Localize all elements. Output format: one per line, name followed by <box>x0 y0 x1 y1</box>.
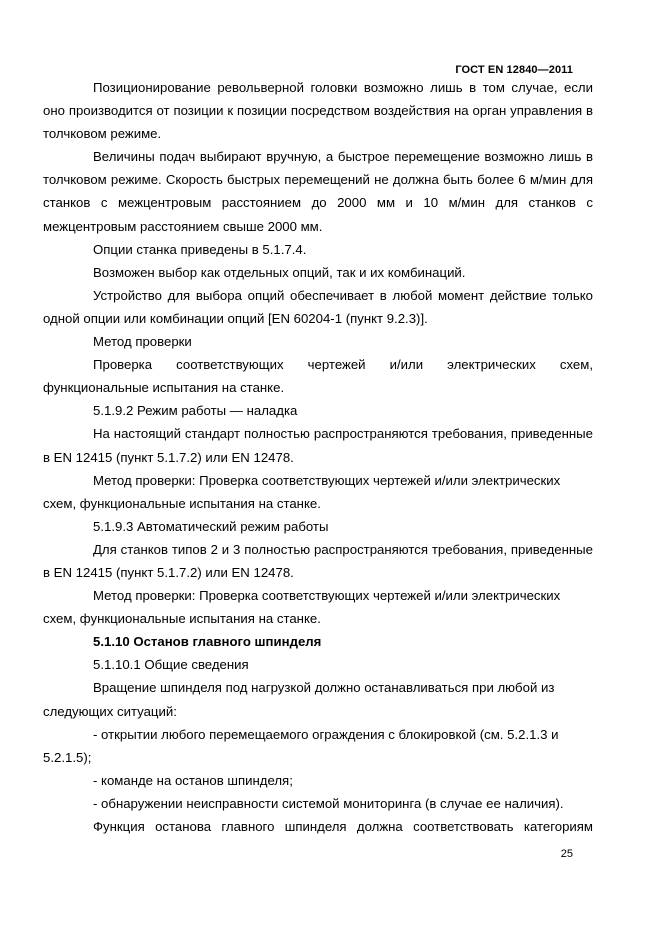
list-item-monitoring-fault: - обнаружении неисправности системой мониторинга (в случае ее наличия). <box>93 795 564 811</box>
subsection-automatic-mode: 5.1.9.3 Автоматический режим работы <box>93 518 329 534</box>
paragraph-spindle-rotation-line1: Вращение шпинделя под нагрузкой должно останавливаться при любой из <box>93 680 555 696</box>
paragraph-spindle-rotation-line2: следующих ситуаций: <box>43 703 177 719</box>
paragraph-feed-rates: Величины подач выбирают вручную, а быстрое перемещение возможно лишь в толчковом режиме. Скорость быстрых перемещений не должна быть более 6 м/мин для станков с межцентровым расстоянием до 2000 мм и 10 м/мин для станков с межцентровым расстоянием свыше 2000 мм. <box>43 149 593 234</box>
section-heading-spindle-stop: 5.1.10 Останов главного шпинделя <box>93 634 322 650</box>
paragraph-option-selection: Возможен выбор как отдельных опций, так и их комбинаций. <box>93 264 466 280</box>
paragraph-test-method-label: Метод проверки <box>93 334 192 350</box>
paragraph-turret-positioning: Позиционирование револьверной головки возможно лишь в том случае, если оно производится от позиции к позиции посредством воздействия на орган управления в толчковом режиме. <box>43 80 593 142</box>
paragraph-automatic-test-method-line2: схем, функциональные испытания на станке. <box>43 611 321 627</box>
document-body <box>43 76 593 838</box>
paragraph-test-method-text: Проверка соответствующих чертежей и/или электрических схем, функциональные испытания на станке. <box>43 357 593 396</box>
document-code-header: ГОСТ EN 12840—2011 <box>455 64 573 76</box>
list-item-guard-opening-line2: 5.2.1.5); <box>43 749 92 765</box>
list-item-stop-command: - команде на останов шпинделя; <box>93 772 293 788</box>
paragraph-machine-options: Опции станка приведены в 5.1.7.4. <box>93 241 307 257</box>
paragraph-setup-test-method-line1: Метод проверки: Проверка соответствующих чертежей и/или электрических <box>93 472 561 488</box>
paragraph-automatic-requirements: Для станков типов 2 и 3 полностью распространяются требования, приведенные в EN 12415 (пункт 5.1.7.2) или EN 12478. <box>43 541 593 580</box>
paragraph-stop-function-category: Функция останова главного шпинделя должна соответствовать категориям <box>93 819 593 834</box>
list-item-guard-opening-line1: - открытии любого перемещаемого ограждения с блокировкой (см. 5.2.1.3 и <box>93 726 559 742</box>
paragraph-option-device: Устройство для выбора опций обеспечивает в любой момент действие только одной опции или комбинации опций [EN 60204-1 (пункт 9.2.3)]. <box>43 287 593 326</box>
subsection-setup-mode: 5.1.9.2 Режим работы — наладка <box>93 403 298 419</box>
paragraph-setup-test-method-line2: схем, функциональные испытания на станке. <box>43 495 321 511</box>
subsection-general-info: 5.1.10.1 Общие сведения <box>93 657 249 673</box>
paragraph-automatic-test-method-line1: Метод проверки: Проверка соответствующих чертежей и/или электрических <box>93 588 561 604</box>
paragraph-setup-requirements: На настоящий стандарт полностью распространяются требования, приведенные в EN 12415 (пункт 5.1.7.2) или EN 12478. <box>43 426 593 465</box>
page-number: 25 <box>560 848 573 860</box>
